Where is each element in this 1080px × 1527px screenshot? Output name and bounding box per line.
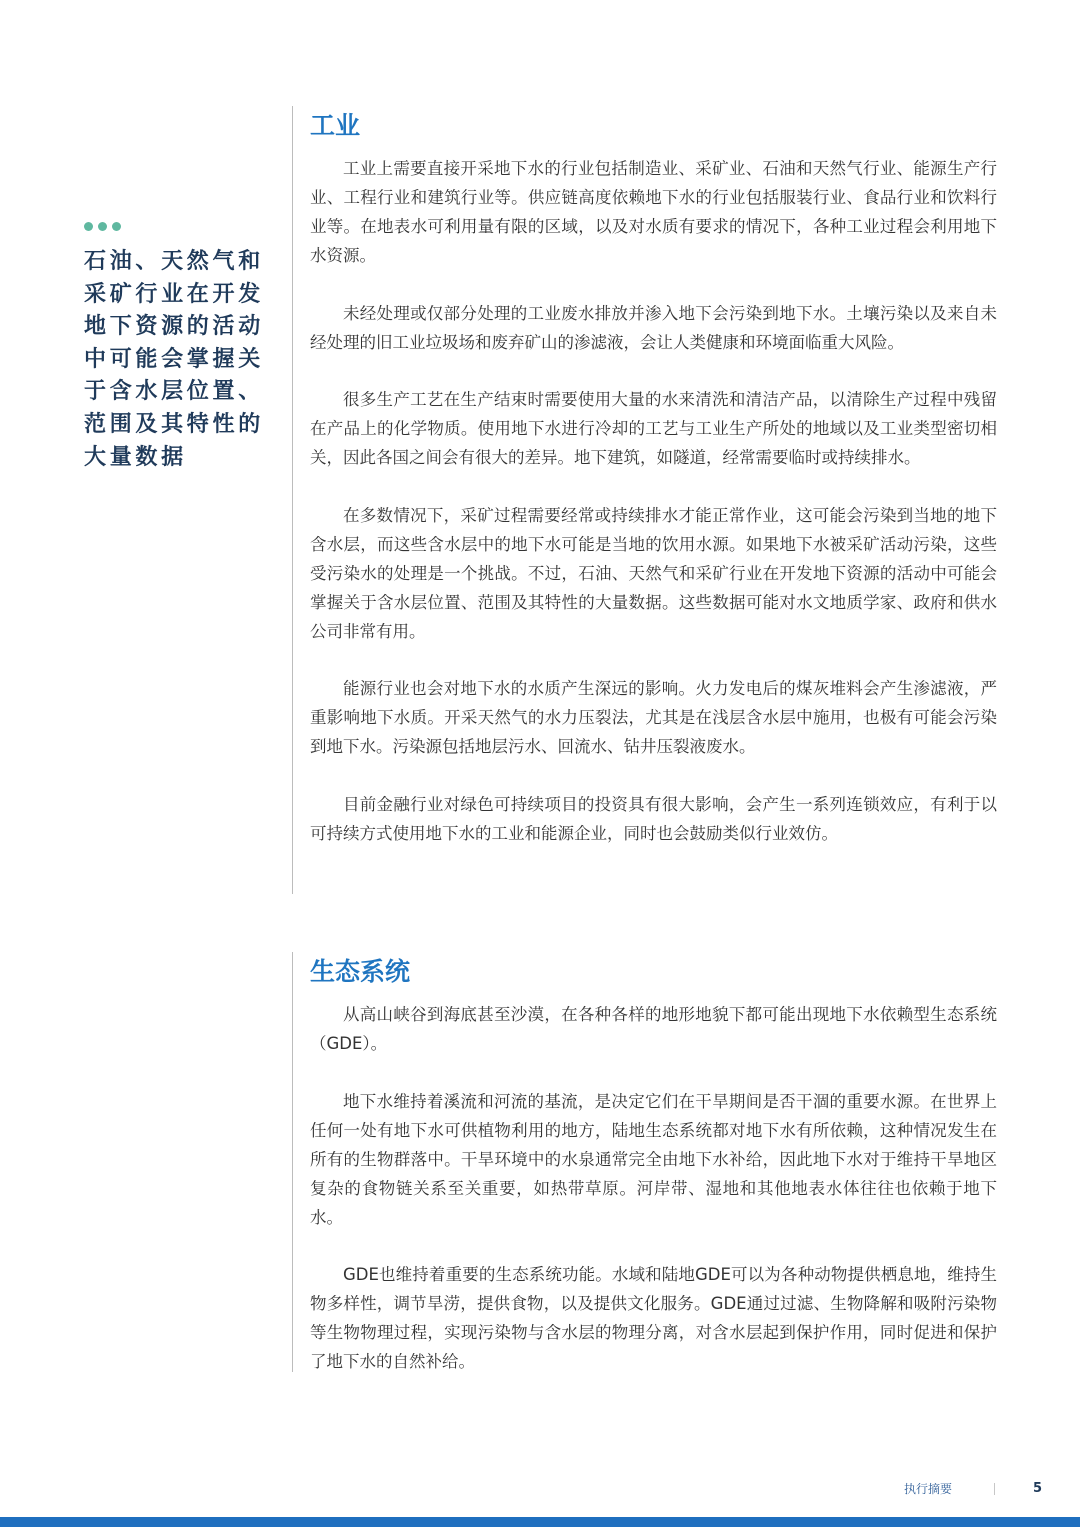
paragraph: GDE也维持着重要的生态系统功能。水域和陆地GDE可以为各种动物提供栖息地，维持生物多样性，调节旱涝，提供食物，以及提供文化服务。GDE通过过滤、生物降解和吸附污染物等生物物理过程，实现污染物与含水层的物理分离，对含水层起到保护作用，同时促进和保护了地下水的自然补给。 <box>310 1265 997 1371</box>
paragraph: 地下水维持着溪流和河流的基流，是决定它们在干旱期间是否干涸的重要水源。在世界上任何一处有地下水可供植物利用的地方，陆地生态系统都对地下水有所依赖，这种情况发生在所有的生物群落中。干旱环境中的水泉通常完全由地下水补给，因此地下水对于维持干旱地区复杂的食物链关系至关重要，如热带草原。河岸带、湿地和其他地表水体往往也依赖于地下水。 <box>310 1091 997 1227</box>
section-title-ecosystem: 生态系统 <box>310 957 411 986</box>
paragraph: 能源行业也会对地下水的水质产生深远的影响。火力发电后的煤灰堆料会产生渗滤液，严重影响地下水质。开采天然气的水力压裂法，尤其是在浅层含水层中施用，也极有可能会污染到地下水。污染源包括地层污水、回流水、钻井压裂液废水。 <box>310 679 997 756</box>
dot-icon <box>98 222 107 231</box>
paragraph: 目前金融行业对绿色可持续项目的投资具有很大影响，会产生一系列连锁效应，有利于以可持续方式使用地下水的工业和能源企业，同时也会鼓励类似行业效仿。 <box>310 794 997 843</box>
page-footer <box>904 1480 1042 1497</box>
paragraph: 从高山峡谷到海底甚至沙漠，在各种各样的地形地貌下都可能出现地下水依赖型生态系统（GDE）。 <box>310 1005 997 1053</box>
section-title-industry: 工业 <box>310 111 361 140</box>
sidebar <box>84 222 284 473</box>
footer-divider <box>994 1483 995 1495</box>
section-industry <box>292 106 1005 894</box>
paragraph: 很多生产工艺在生产结束时需要使用大量的水来清洗和清洁产品，以清除生产过程中残留在产品上的化学物质。使用地下水进行冷却的工艺与工业生产所处的地域以及工业类型密切相关，因此各国之间会有很大的差异。地下建筑，如隧道，经常需要临时或持续排水。 <box>310 390 997 467</box>
bottom-color-bar <box>0 1517 1080 1527</box>
paragraph: 工业上需要直接开采地下水的行业包括制造业、采矿业、石油和天然气行业、能源生产行业、工程行业和建筑行业等。供应链高度依赖地下水的行业包括服装行业、食品行业和饮料行业等。在地表水可利用量有限的区域，以及对水质有要求的情况下，各种工业过程会利用地下水资源。 <box>310 159 997 265</box>
dot-icon <box>112 222 121 231</box>
pull-quote: 石油、天然气和采矿行业在开发地下资源的活动中可能会掌握关于含水层位置、范围及其特性的大量数据 <box>84 248 264 470</box>
paragraph: 在多数情况下，采矿过程需要经常或持续排水才能正常作业，这可能会污染到当地的地下含水层，而这些含水层中的地下水可能是当地的饮用水源。如果地下水被采矿活动污染，这些受污染水的处理是一个挑战。不过，石油、天然气和采矿行业在开发地下资源的活动中可能会掌握关于含水层位置、范围及其特性的大量数据。这些数据可能对水文地质学家、政府和供水公司非常有用。 <box>310 505 997 641</box>
section-ecosystem <box>292 952 1005 1372</box>
paragraph: 未经处理或仅部分处理的工业废水排放并渗入地下会污染到地下水。土壤污染以及来自未经处理的旧工业垃圾场和废弃矿山的渗滤液，会让人类健康和环境面临重大风险。 <box>310 303 997 352</box>
dot-icon <box>84 222 93 231</box>
page-number: 5 <box>1032 1481 1042 1496</box>
footer-section-label: 执行摘要 <box>903 1482 952 1496</box>
decorative-dots <box>84 222 284 231</box>
